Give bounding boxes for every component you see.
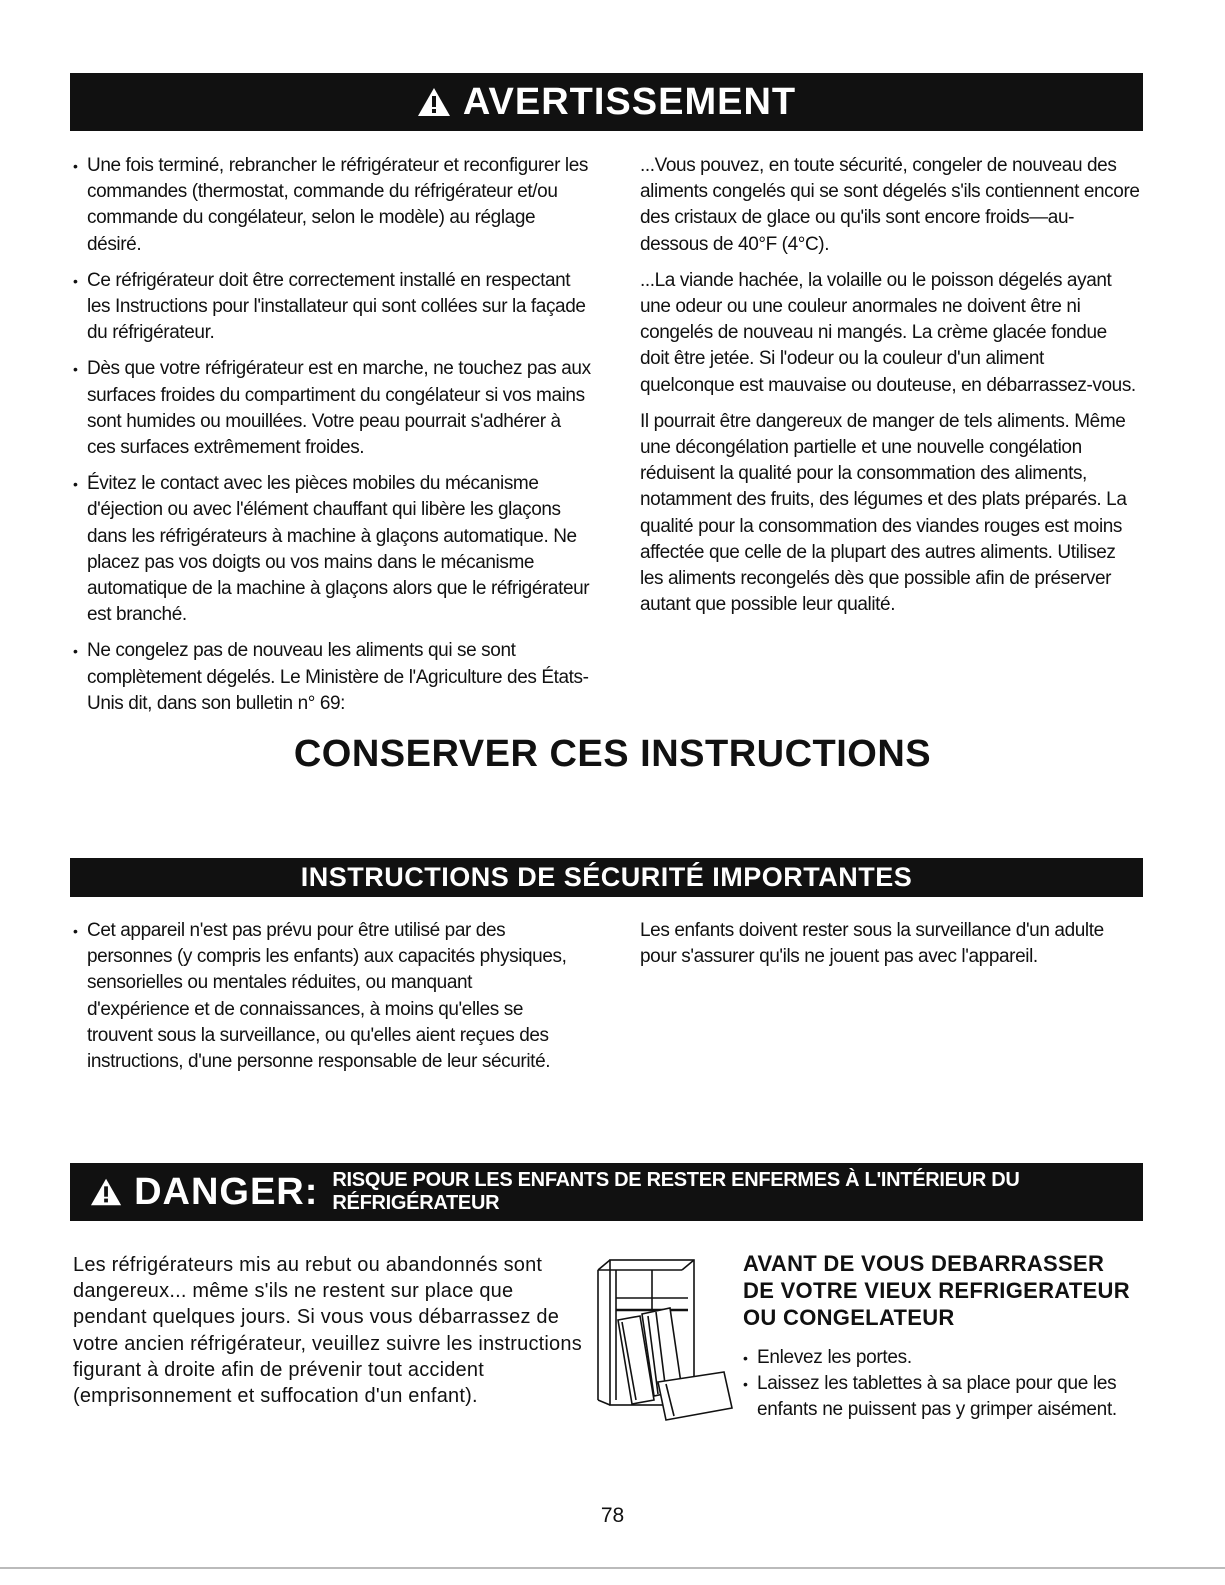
dispose-heading-line: AVANT DE VOUS DEBARRASSER: [743, 1251, 1105, 1276]
list-item: • Enlevez les portes.: [743, 1345, 1153, 1371]
paragraph: ...La viande hachée, la volaille ou le poisson dégelés ayant une odeur ou une couleur anormales ne doivent être ni congelés de nouveau ni mangés. La crème glacée fondue doit être jetée. Si l'odeur ou la couleur d'un aliment quelconque est mauvaise ou douteuse, en débarrassez-vous.: [640, 269, 1136, 396]
list-item: • Cet appareil n'est pas prévu pour être utilisé par des personnes (y compris les enfants) aux capacités physiques, sensorielles ou mentales réduites, ou manquant d'expérience et de connaissances, à moins qu'elles se trouvent sous la surveillance, ou qu'elles aient reçues des instructions, d'une personne responsable de leur sécurité.: [73, 918, 573, 1075]
safety-left-column: [73, 918, 573, 1085]
safety-banner-title: INSTRUCTIONS DE SÉCURITÉ IMPORTANTES: [300, 862, 913, 892]
list-item: • Une fois terminé, rebrancher le réfrigérateur et reconfigurer les commandes (thermostat, commande du réfrigérateur et/ou commande du congélateur, selon le modèle) au réglage désiré.: [73, 153, 593, 258]
safety-banner: [70, 858, 1143, 897]
danger-banner-subtitle: RISQUE POUR LES ENFANTS DE RESTER ENFERMES À L'INTÉRIEUR DU RÉFRIGÉRATEUR: [332, 1169, 1020, 1214]
danger-banner-title: DANGER:: [134, 1170, 319, 1213]
danger-banner: [70, 1163, 1143, 1221]
page-number: 78: [600, 1504, 625, 1527]
safety-right-column: [640, 918, 1140, 980]
list-item: • Ce réfrigérateur doit être correctement installé en respectant les Instructions pour l'installateur qui sont collées sur la façade du réfrigérateur.: [73, 268, 593, 347]
list-item: • Dès que votre réfrigérateur est en marche, ne touchez pas aux surfaces froides du compartiment du congélateur si vos mains sont humides ou mouillées. Votre peau pourrait s'adhérer à ces surfaces extrêmement froides.: [73, 356, 593, 461]
bottom-rule: [0, 1567, 1225, 1569]
danger-paragraph: Les réfrigérateurs mis au rebut ou abandonnés sont dangereux... même s'ils ne restent sur place que pendant quelques jours. Si vous vous débarrassez de votre ancien réfrigérateur, veuillez suivre les instructions figurant à droite afin de prévenir tout accident (emprisonnement et suffocation d'un enfant).: [73, 1254, 582, 1408]
warning-right-column: [640, 153, 1140, 628]
keep-instructions-heading: CONSERVER CES INSTRUCTIONS: [293, 733, 932, 775]
fridge-doors-removed-icon: [596, 1250, 736, 1425]
paragraph: ...Vous pouvez, en toute sécurité, congeler de nouveau des aliments congelés qui se sont dégelés s'ils contiennent encore des cristaux de glace ou qu'ils sont encore froids—au-dessous de 40°F (4°C).: [640, 155, 1140, 255]
list-item: • Laissez les tablettes à sa place pour que les enfants ne puissent pas y grimper aisément.: [743, 1371, 1153, 1423]
list-item: • Ne congelez pas de nouveau les aliments qui se sont complètement dégelés. Le Ministère de l'Agriculture des États-Unis dit, dans son bulletin n° 69:: [73, 638, 593, 717]
warning-banner-title: AVERTISSEMENT: [462, 80, 797, 123]
dispose-heading-line: OU CONGELATEUR: [743, 1305, 955, 1330]
dispose-heading-line: DE VOTRE VIEUX REFRIGERATEUR: [743, 1278, 1130, 1303]
paragraph: Les enfants doivent rester sous la surveillance d'un adulte pour s'assurer qu'ils ne jouent pas avec l'appareil.: [640, 920, 1104, 968]
dispose-heading: [743, 1250, 1163, 1331]
warning-triangle-icon: [417, 87, 451, 117]
warning-triangle-icon: [90, 1177, 122, 1207]
paragraph: Il pourrait être dangereux de manger de tels aliments. Même une décongélation partielle et une nouvelle congélation réduisent la qualité pour la consommation des aliments, notamment des fruits, des légumes et des plats préparés. La qualité pour la consommation des viandes rouges est moins affectée que celle de la plupart des autres aliments. Utilisez les aliments recongelés dès que possible afin de préserver autant que possible leur qualité.: [640, 410, 1127, 616]
list-item: • Évitez le contact avec les pièces mobiles du mécanisme d'éjection ou avec l'élément chauffant qui libère les glaçons dans les réfrigérateurs à machine à glaçons automatique. Ne placez pas vos doigts ou vos mains dans le mécanisme automatique de la machine à glaçons alors que le réfrigérateur est branché.: [73, 471, 593, 628]
warning-banner: [70, 73, 1143, 131]
warning-left-column: [73, 153, 593, 727]
dispose-list: [743, 1345, 1153, 1423]
